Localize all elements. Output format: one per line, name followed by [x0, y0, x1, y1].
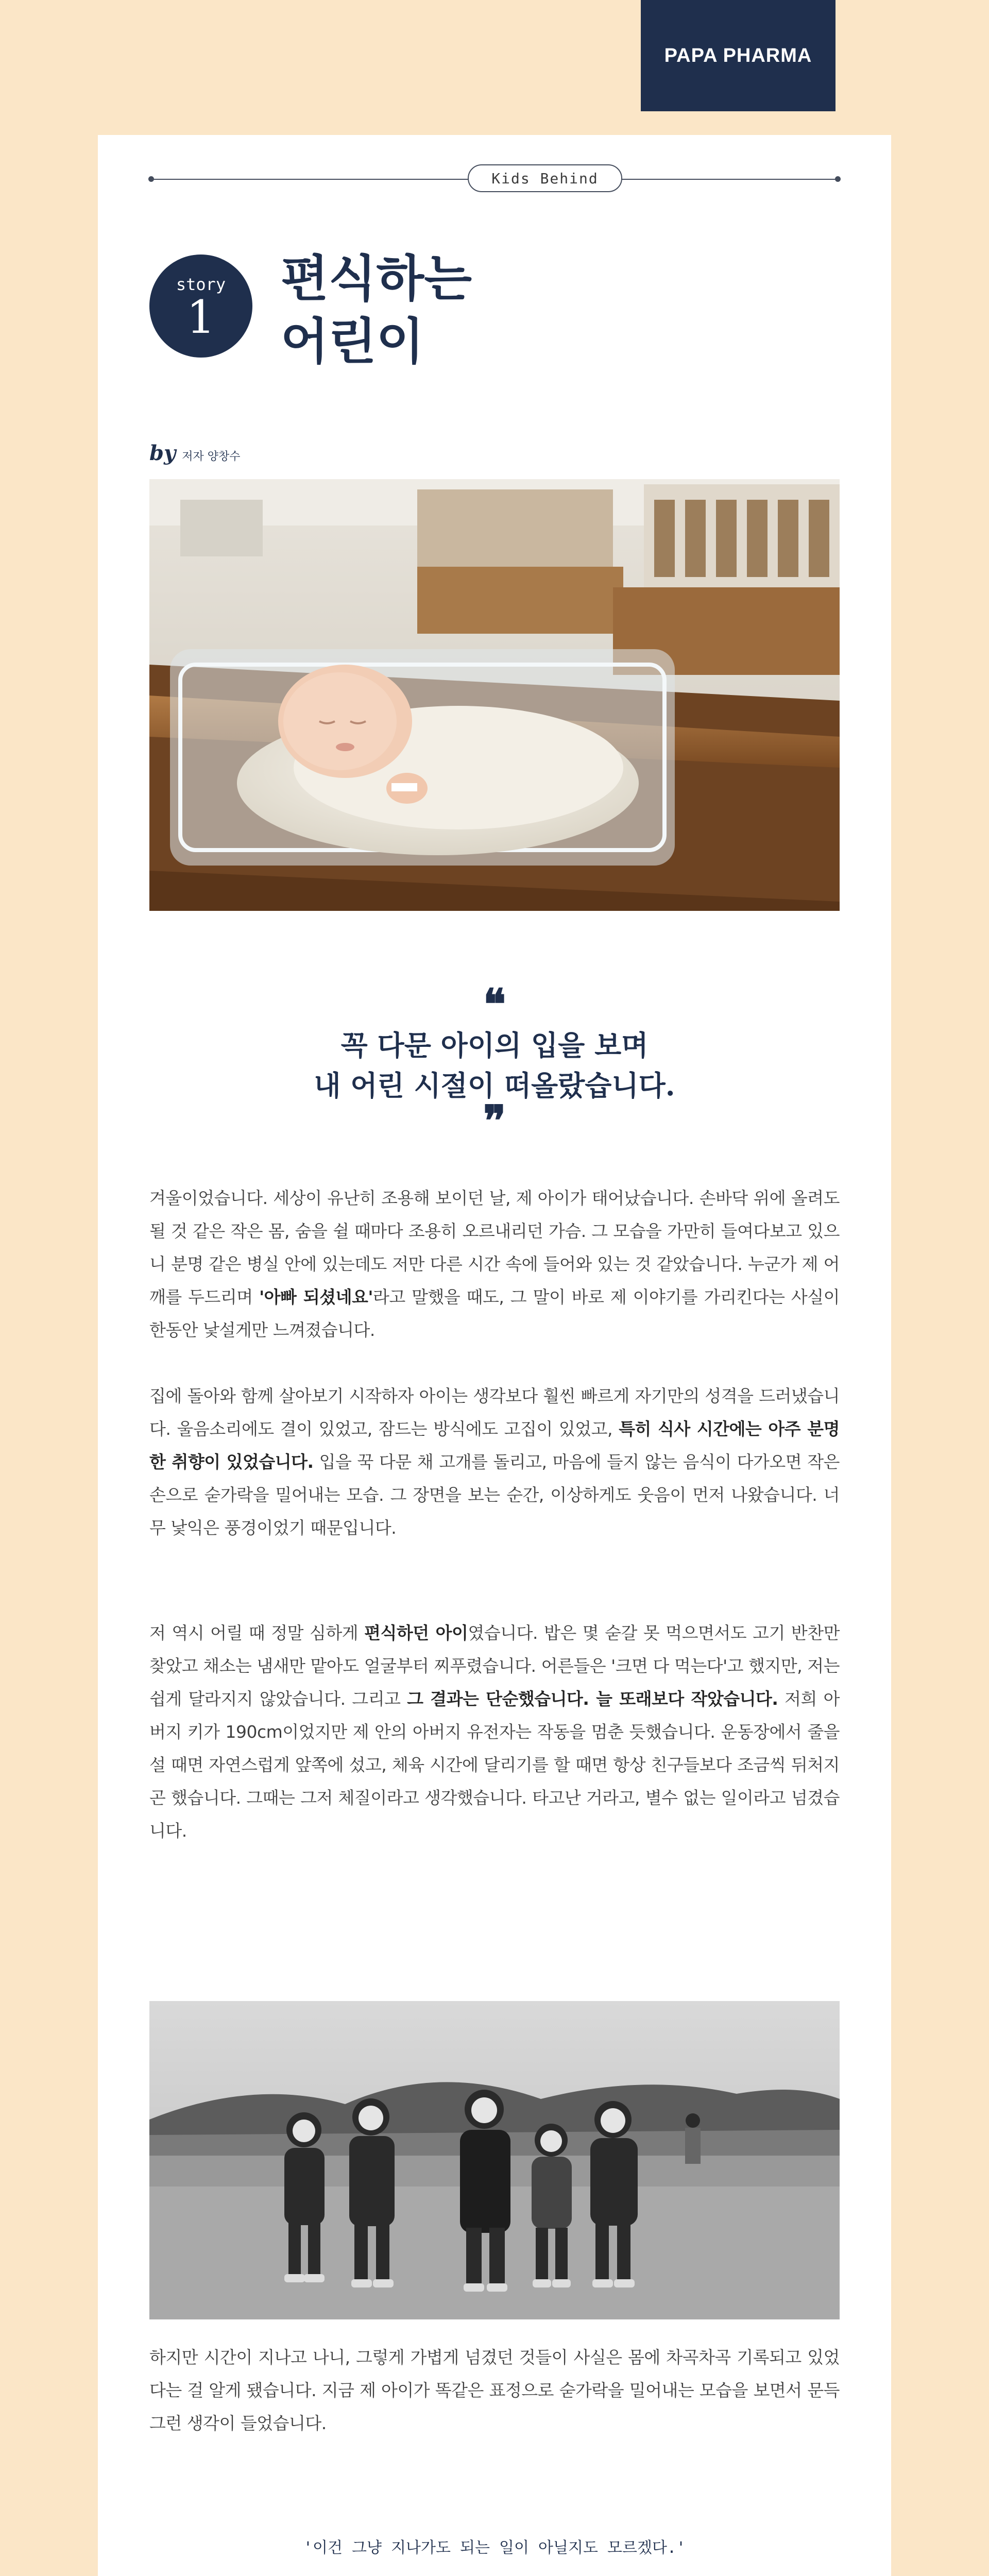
story-number: 1: [186, 291, 215, 344]
children-bw-photo: [149, 2001, 840, 2319]
paragraph: [149, 1380, 840, 1545]
emphasis-text: 그 결과는 단순했습니다. 늘 또래보다 작았습니다.: [407, 1689, 778, 1709]
brand-logo-part1: PAPA: [664, 44, 718, 66]
byline-author: 저자 양창수: [182, 450, 241, 463]
article-title: 편식하는 어린이: [281, 250, 472, 370]
pull-quote: [149, 980, 840, 1146]
kicker-row: [149, 163, 840, 194]
brand-logo: [641, 0, 835, 111]
body-text: 입을 꾹 다문 채 고개를 돌리고, 마음에 들지 않는 음식이 다가오면 작은 손으로 숟가락을 밀어내는 모습. 그 장면을 보는 순간, 이상하게도 웃음이 먼저 나왔습니다. 너무 낯익은 풍경이었기 때문입니다.: [149, 1452, 840, 1538]
quote-close-icon: ❞: [483, 1096, 506, 1146]
byline: [149, 441, 240, 465]
story-word: story: [176, 275, 226, 294]
body-text: 저 역시 어릴 때 정말 심하게: [149, 1623, 365, 1643]
pull-quote-text: 꼭 다문 아이의 입을 보며 내 어린 시절이 떠올랐습니다.: [314, 1029, 675, 1102]
byline-by: by: [149, 441, 176, 465]
story-badge: [149, 255, 252, 358]
handwritten-quote: '이건 그냥 지나가도 되는 일이 아닐지도 모르겠다.': [303, 2539, 686, 2557]
body-text: 겨울이었습니다. 세상이 유난히 조용해 보이던 날, 제 아이가 태어났습니다. 손바닥 위에 올려도 될 것 같은 작은 몸, 숨을 쉴 때마다 조용히 오르내리던 가슴. 그 모습을 가만히 들여다보고 있으니 분명 같은 병실 안에 있는데도 저만 다른 시간 속에 들어와 있는 것 같았습니다. 누군가 제 어깨를 두드리며: [149, 1188, 840, 1307]
paragraph: [149, 2341, 840, 2440]
body-text: 집에 돌아와 함께 살아보기 시작하자 아이는 생각보다 훨씬 빠르게 자기만의 성격을 드러냈습니다. 울음소리에도 결이 있었고, 잠드는 방식에도 고집이 있었고,: [149, 1386, 840, 1439]
body-text: 라고 말했을 때도, 그 말이 바로 제 이야기를 가리킨다는 사실이 한동안 낯설게만 느껴졌습니다.: [149, 1287, 840, 1340]
paragraph: [149, 1617, 840, 1848]
kicker-pill: Kids Behind: [468, 164, 622, 192]
paragraph: [149, 1182, 840, 1347]
body-text: 저희 아버지 키가 190cm이었지만 제 안의 아버지 유전자는 작동을 멈춘 듯했습니다. 운동장에서 줄을 설 때면 자연스럽게 앞쪽에 섰고, 체육 시간에 달리기를 할 때면 항상 친구들보다 조금씩 뒤처지곤 했습니다. 그때는 그저 체질이라고 생각했습니다. 타고난 거라고, 별수 없는 일이라고 넘겼습니다.: [149, 1689, 840, 1841]
emphasis-text: 편식하던 아이: [364, 1623, 468, 1643]
kicker-dot-left: [148, 176, 154, 182]
brand-logo-part2: PHARMA: [723, 44, 812, 66]
body-text: 였습니다. 밥은 몇 숟갈 못 먹으면서도 고기 반찬만 찾았고 채소는 냄새만 맡아도 얼굴부터 찌푸렸습니다. 어른들은 '크면 다 먹는다'고 했지만, 저는 쉽게 달라지지 않았습니다. 그리고: [149, 1623, 840, 1709]
emphasis-text: '아빠 되셨네요': [259, 1287, 373, 1307]
article-card: [98, 135, 891, 2576]
emphasis-text: 특히 식사 시간에는 아주 분명한 취향이 있었습니다.: [149, 1419, 840, 1472]
quote-open-icon: ❝: [483, 980, 506, 1029]
kicker-dot-right: [835, 176, 841, 182]
body-text: 하지만 시간이 지나고 나니, 그렇게 가볍게 넘겼던 것들이 사실은 몸에 차곡차곡 기록되고 있었다는 걸 알게 됐습니다. 지금 제 아이가 똑같은 표정으로 숟가락을 밀어내는 모습을 보면서 문득 그런 생각이 들었습니다.: [149, 2347, 840, 2433]
newborn-photo: [149, 479, 840, 911]
